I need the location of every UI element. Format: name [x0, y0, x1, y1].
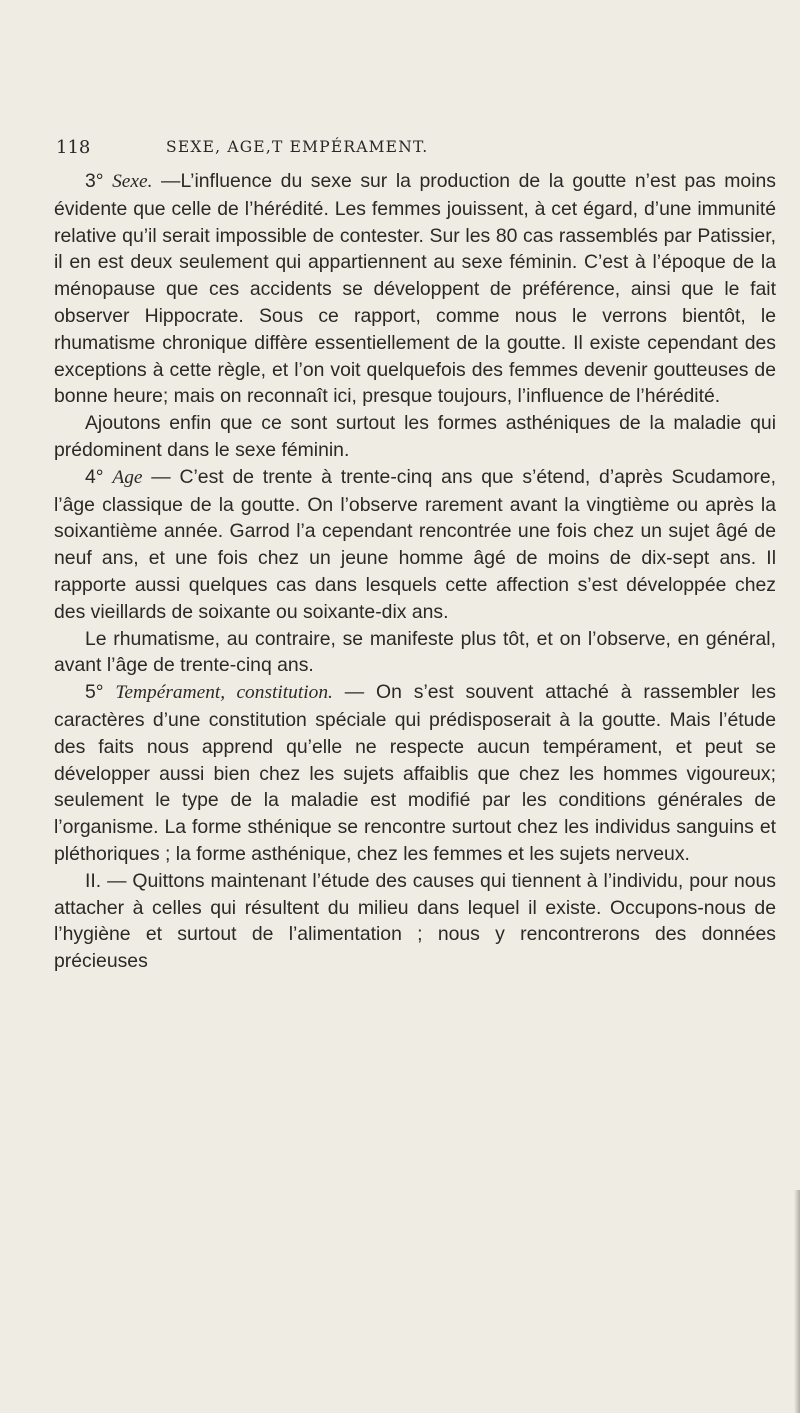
section-number: 5° [85, 681, 116, 704]
paragraph-text: Le rhumatisme, au contraire, se manifeste plus tôt, et on l’observe, en général, avant l’âge de trente-cinq ans. [54, 627, 776, 677]
running-title: SEXE, AGE,T EMPÉRAMENT. [166, 138, 429, 156]
paragraph-section-ii [54, 868, 776, 975]
paragraph-text: II. — Quittons maintenant l’étude des causes qui tiennent à l’individu, pour nous attacher à celles qui résultent du milieu dans lequel il existe. Occupons-nous de l’hygiène et surtout de l’alimentation ; nous y rencontrerons des données précieuses [54, 869, 776, 973]
section-number: 4° [85, 465, 113, 488]
paragraph-sexe [54, 168, 776, 410]
page-header [56, 137, 616, 163]
body-text [54, 168, 776, 975]
paragraph-age [54, 464, 776, 626]
paragraph-text: Ajoutons enfin que ce sont surtout les formes asthéniques de la maladie qui prédominent dans le sexe féminin. [54, 412, 776, 461]
section-heading-age: Age [112, 466, 143, 488]
section-number: 3° [85, 170, 113, 192]
page-number: 118 [56, 137, 91, 158]
page-edge-shadow [794, 1190, 800, 1413]
paragraph-formes-astheniques [54, 410, 776, 464]
section-heading-sexe: Sexe. [112, 171, 153, 192]
paragraph-text: — C’est de trente à trente-cinq ans que s’étend, d’après Scudamore, l’âge classique de la goutte. On l’observe rarement avant la vingtième ou après la soixantième année. Garrod l’a cependant rencontrée une fois chez un sujet âgé de neuf ans, et une fois chez un jeune homme âgé de moins de dix-sept ans. Il rapporte aussi quelques cas dans lesquels cette affection s’est développée chez des vieillards de soixante ou soixante-dix ans. [54, 465, 776, 623]
paragraph-text: —L’influence du sexe sur la production de la goutte n’est pas moins évidente que celle de l’hérédité. Les femmes jouissent, à cet égard, d’une immunité relative qu’il serait impossible de contester. Sur les 80 cas rassemblés par Patissier, il en est deux seulement qui appartiennent au sexe féminin. C’est à l’époque de la ménopause que ces accidents se développent de préférence, ainsi que le fait observer Hippocrate. Sous ce rapport, comme nous le verrons bientôt, le rhumatisme chronique diffère essentiellement de la goutte. Il existe cependant des exceptions à cette règle, et l’on voit quelquefois des femmes devenir goutteuses de bonne heure; mais on reconnaît ici, presque toujours, l’influence de l’hérédité. [54, 170, 776, 408]
paragraph-rhumatisme [54, 626, 776, 680]
paragraph-temperament [54, 679, 776, 868]
section-heading-temperament: Tempérament, constitution. [115, 682, 333, 704]
paragraph-text: — On s’est souvent attaché à rassembler les caractères d’une constitution spéciale qui prédisposerait à la goutte. Mais l’étude des faits nous apprend qu’elle ne respecte aucun tempérament, et peut se développer aussi bien chez les sujets affaiblis que chez les hommes vigoureux; seulement le type de la maladie est modifié par les conditions générales de l’organisme. La forme sthénique se rencontre surtout chez les individus sanguins et pléthoriques ; la forme asthénique, chez les femmes et les sujets nerveux. [54, 681, 776, 865]
